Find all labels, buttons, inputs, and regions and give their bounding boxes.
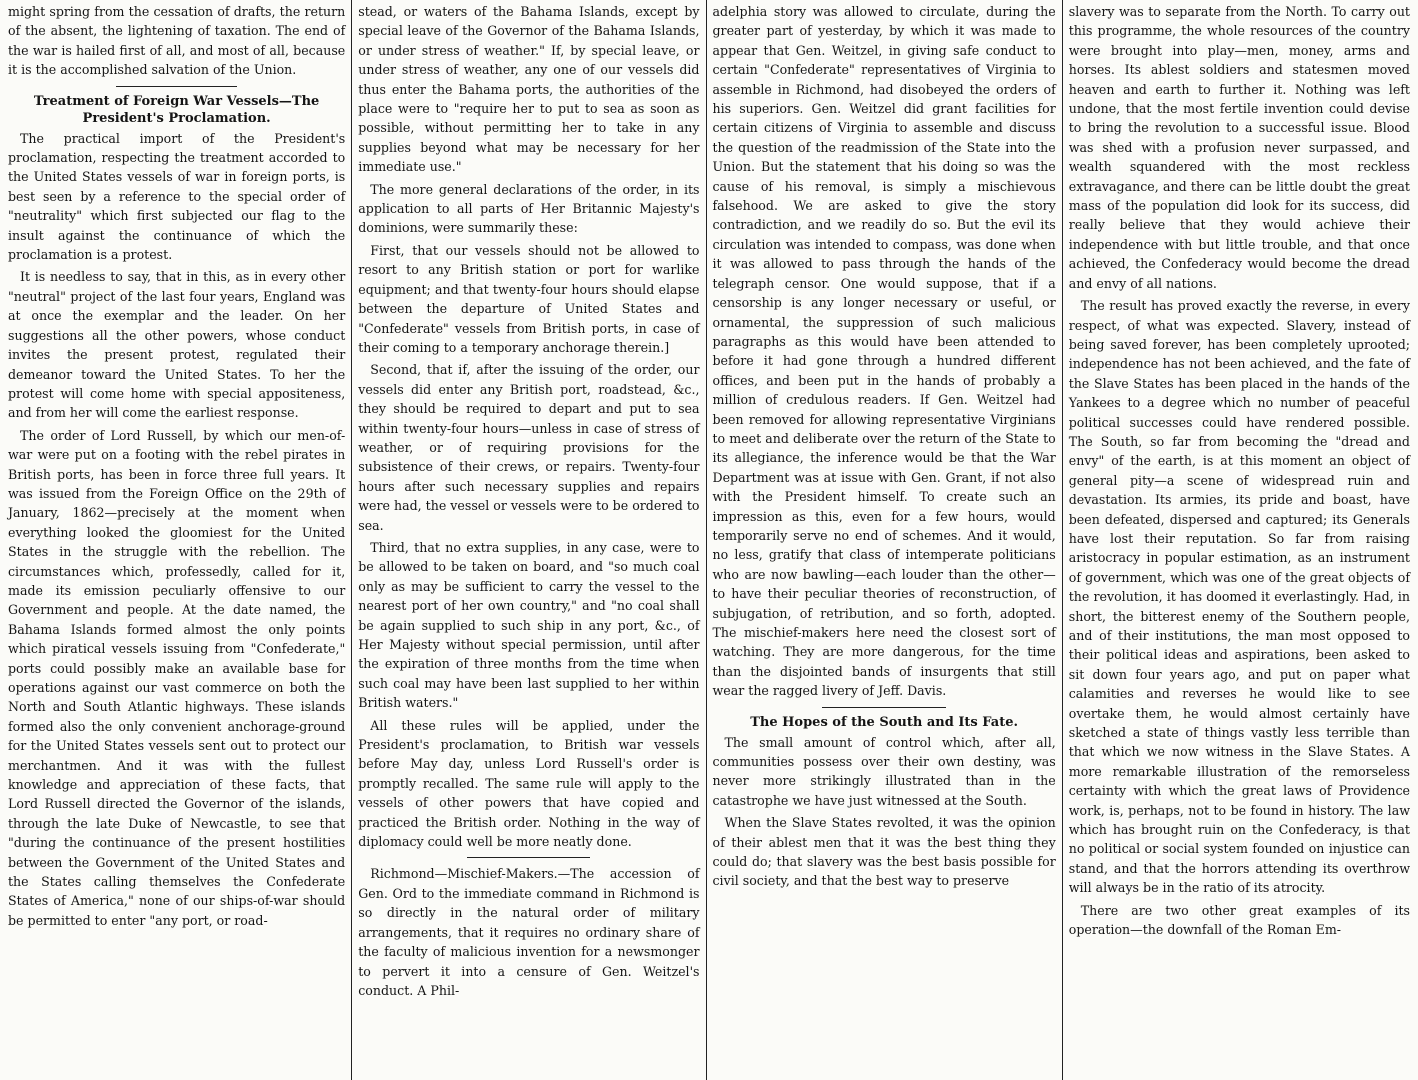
column-2 [352,0,705,1080]
article-paragraph: might spring from the cessation of drafts, the return of the absent, the lightening of taxation. The end of the war is hailed first of all, and most of all, because it is the accomplished salvation of the Union. [8,4,346,78]
article-headline: The Hopes of the South and Its Fate. [750,714,1019,730]
article-paragraph: adelphia story was allowed to circulate, during the greater part of yesterday, by which it was made to appear that Gen. Weitzel, in giving safe conduct to certain "Confederate" representatives of Virginia to assemble in Richmond, had disobeyed the orders of his superiors. Gen. Weitzel did grant facilities for certain citizens of Virginia to assemble and discuss the question of the readmission of the State into the Union. But the statement that his doing so was the cause of his removal, is simply a mischievous falsehood. We are asked to give the story contradiction, and we readily do so. But the evil its circulation was intended to compass, was done when it was allowed to pass through the hands of the telegraph censor. One would suppose, that if a censorship is any longer necessary or useful, or ornamental, the suppression of such malicious paragraphs as this would have been attended to before it had gone through a hundred different offices, and been put in the hands of probably a million of credulous readers. If Gen. Weitzel had been removed for allowing representative Virginians to meet and deliberate over the return of the State to its allegiance, the inference would be that the War Department was at issue with Gen. Grant, if not also with the President himself. To create such an impression as this, even for a few hours, would temporarily serve no end of schemes. And it would, no less, gratify that class of intemperate politicians who are now bawling—each louder than the other—to have their peculiar theories of reconstruction, of subjugation, of retribution, and so forth, adopted. The mischief-makers here need the closest sort of watching. They are more dangerous, for the time than the disjointed bands of insurgents that still wear the ragged livery of Jeff. Davis. [712,4,1056,699]
article-paragraph: Third, that no extra supplies, in any case, were to be allowed to be taken on board, and "so much coal only as may be sufficient to carry the vessel to the nearest port of her own country," and "no coal shall be again supplied to such ship in any port, &c., of Her Majesty without special permission, until after the expiration of three months from the time when such coal may have been last supplied to her within British waters." [358,539,700,711]
article-headline: Treatment of Foreign War Vessels—The President's Proclamation. [33,93,320,126]
article-paragraph: It is needless to say, that in this, as in every other "neutral" project of the last four years, England was at once the exemplar and the leader. On her suggestions all the other powers, whose conduct invites the present protest, regulated their demeanor toward the United States. To her the protest will come home with special appositeness, and from her will come the earliest response. [8,269,346,421]
article-paragraph: All these rules will be applied, under the President's proclamation, to British war vessels before May day, unless Lord Russell's order is promptly recalled. The same rule will apply to the vessels of other powers that have copied and practiced the British order. Nothing in the way of diplomacy could well be more neatly done. [358,717,700,850]
article-paragraph: When the Slave States revolted, it was the opinion of their ablest men that it was the best thing they could do; that slavery was the best basis possible for civil society, and that the best way to preserve [712,815,1056,889]
article-paragraph: The small amount of control which, after all, communities possess over their own destiny, was never more strikingly illustrated than in the catastrophe we have just witnessed at the South. [712,734,1056,808]
column-1 [2,0,351,1080]
article-paragraph: slavery was to separate from the North. To carry out this programme, the whole resources of the country were brought into play—men, money, arms and horses. Its ablest soldiers and statesmen moved heaven and earth to further it. Nothing was left undone, that the most fertile invention could devise to bring the revolution to a successful issue. Blood was shed with a profusion never surpassed, and wealth squandered with the most reckless extravagance, and there can be little doubt the great mass of the population did look for its success, did really believe that they would achieve their independence with but little trouble, and that once achieved, the Confederacy would become the dread and envy of all nations. [1068,4,1410,291]
section-divider [116,86,237,87]
column-3 [707,0,1062,1080]
column-4 [1063,0,1416,1080]
article-paragraph: Richmond—Mischief-Makers.—The accession of Gen. Ord to the immediate command in Richmond is so directly in the natural order of military arrangements, that it requires no ordinary share of the faculty of malicious invention for a newsmonger to pervert it into a censure of Gen. Weitzel's conduct. A Phil- [358,866,700,998]
article-paragraph: The more general declarations of the order, in its application to all parts of Her Britannic Majesty's dominions, were summarily these: [358,181,700,236]
section-divider [822,707,946,708]
article-paragraph: There are two other great examples of its operation—the downfall of the Roman Em- [1068,902,1410,938]
article-paragraph: First, that our vessels should not be allowed to resort to any British station or port for warlike equipment; and that twenty-four hours should elapse between the departure of United States and "Confederate" vessels from British ports, in case of their coming to a temporary anchorage therein.] [358,242,700,355]
article-paragraph: Second, that if, after the issuing of the order, our vessels did enter any British port, roadstead, &c., they should be required to depart and put to sea within twenty-four hours—unless in case of stress of weather, or of requiring provisions for the subsistence of their crews, or repairs. Twenty-four hours after such necessary supplies and repairs were had, the vessel or vessels were to be ordered to sea. [358,362,700,533]
article-paragraph: The result has proved exactly the reverse, in every respect, of what was expected. Slavery, instead of being saved forever, has been completely uprooted; independence has not been achieved, and the fate of the Slave States has been placed in the hands of the Yankees to a degree which no number of peaceful political successes could have rendered possible. The South, so far from becoming the "dread and envy" of the earth, is at this moment an object of general pity—a scene of widespread ruin and devastation. Its armies, its pride and boast, have been defeated, dispersed and captured; its Generals have lost their reputation. So far from raising aristocracy in popular estimation, as an instrument of government, which was one of the great objects of the revolution, it has doomed it everlastingly. Had, in short, the bitterest enemy of the Southern people, and of their institutions, the man most opposed to their political ideas and aspirations, been asked to sit down four years ago, and put on paper what calamities and reverses he would like to see overtake them, he would almost certainly have sketched a state of things vastly less terrible than that which we now witness in the Slave States. A more remarkable illustration of the remorseless certainty with which the great laws of Providence work, is, perhaps, not to be found in history. The law which has brought ruin on the Confederacy, is that no political or social system founded on injustice can stand, and that the horrors attending its overthrow will always be in the ratio of its atrocity. [1068,298,1410,896]
article-paragraph: The order of Lord Russell, by which our men-of-war were put on a footing with the rebel pirates in British ports, has been in force three full years. It was issued from the Foreign Office on the 29th of January, 1862—precisely at the moment when everything looked the gloomiest for the United States in the struggle with the rebellion. The circumstances which, professedly, called for it, made its emission peculiarly offensive to our Government and people. At the date named, the Bahama Islands formed almost the only points which piratical vessels issuing from "Confederate," ports could possibly make an available base for operations against our vast commerce on both the North and South Atlantic highways. These islands formed also the only convenient anchorage-ground for the United States vessels sent out to protect our merchantmen. And it was with the fullest knowledge and appreciation of these facts, that Lord Russell directed the Governor of the islands, through the late Duke of Newcastle, to see that "during the continuance of the present hostilities between the Government of the United States and the States calling themselves the Confederate States of America," none of our ships-of-war should be permitted to enter "any port, or road- [8,427,346,928]
article-paragraph: stead, or waters of the Bahama Islands, except by special leave of the Governor of the Bahama Islands, or under stress of weather." If, by special leave, or under stress of weather, any one of our vessels did thus enter the Bahama ports, the authorities of the place were to "require her to put to sea as soon as possible, without permitting her to take in any supplies beyond what may be necessary for her immediate use." [358,4,700,175]
section-divider [467,857,590,858]
article-paragraph: The practical import of the President's proclamation, respecting the treatment accorded to the United States vessels of war in foreign ports, is best seen by a reference to the special order of "neutrality" which first subjected our flag to the insult against the continuance of which the proclamation is a protest. [8,130,346,263]
